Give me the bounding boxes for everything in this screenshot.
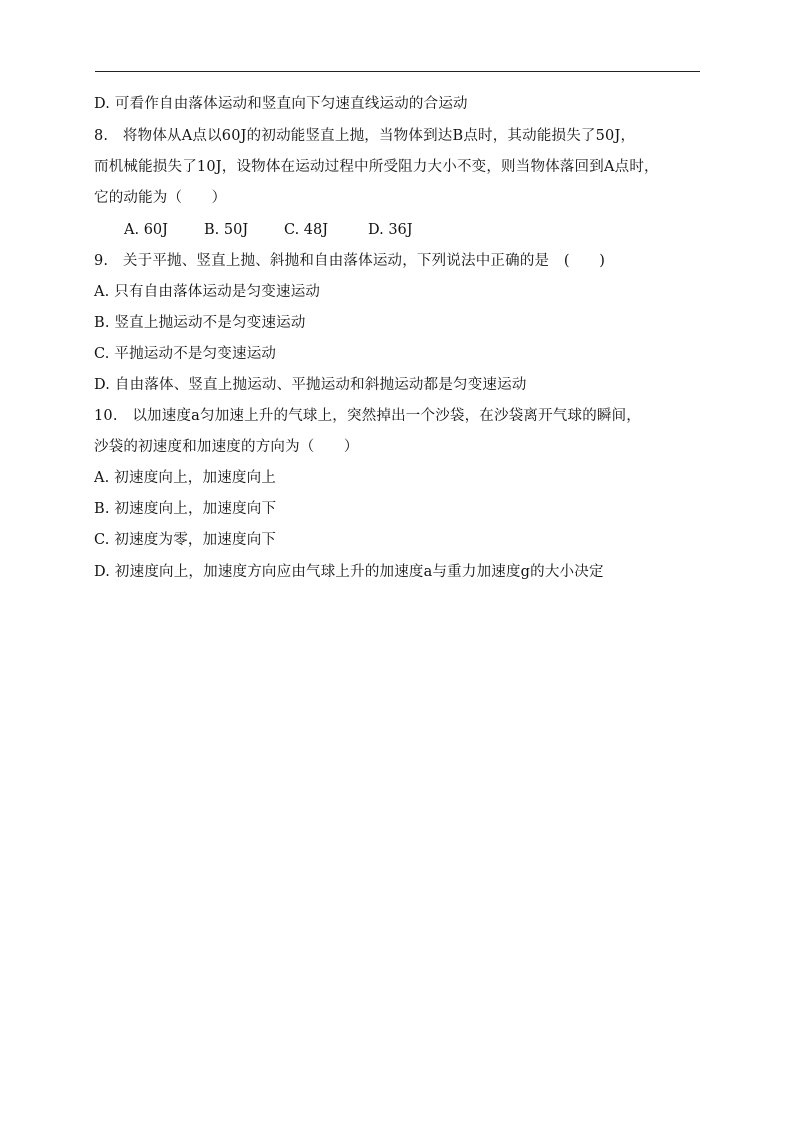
q9-stem: 9. 关于平抛、竖直上抛、斜抛和自由落体运动，下列说法中正确的是 ( ) (94, 253, 606, 269)
q9-option-a: A. 只有自由落体运动是匀变速运动 (94, 284, 321, 300)
q10-option-b: B. 初速度向上，加速度向下 (94, 501, 277, 517)
header-rule (95, 71, 700, 72)
q7-option-d: D. 可看作自由落体运动和竖直向下匀速直线运动的合运动 (94, 96, 468, 112)
q8-stem-line2: 而机械能损失了10J，设物体在运动过程中所受阻力大小不变，则当物体落回到A点时， (94, 159, 659, 175)
q9-option-b: B. 竖直上抛运动不是匀变速运动 (94, 315, 306, 331)
q10-stem-line1: 10. 以加速度a匀加速上升的气球上，突然掉出一个沙袋，在沙袋离开气球的瞬间， (94, 408, 642, 424)
q9-option-d: D. 自由落体、竖直上抛运动、平抛运动和斜抛运动都是匀变速运动 (94, 377, 527, 393)
q8-stem-line1: 8. 将物体从A点以60J的初动能竖直上抛，当物体到达B点时，其动能损失了50J， (94, 128, 636, 144)
q10-option-a: A. 初速度向上，加速度向上 (94, 470, 276, 486)
q9-option-c: C. 平抛运动不是匀变速运动 (94, 346, 277, 362)
q10-option-d: D. 初速度向上，加速度方向应由气球上升的加速度a与重力加速度g的大小决定 (94, 564, 604, 580)
q8-option-a: A. 60J (124, 222, 168, 238)
q8-option-c: C. 48J (284, 222, 329, 238)
q10-option-c: C. 初速度为零，加速度向下 (94, 532, 277, 548)
q8-option-b: B. 50J (204, 222, 249, 238)
q10-stem-line2: 沙袋的初速度和加速度的方向为（ ） (94, 439, 359, 455)
q8-options (124, 220, 413, 240)
q8-stem-line3: 它的动能为（ ） (94, 190, 227, 206)
q8-option-d: D. 36J (368, 222, 413, 238)
